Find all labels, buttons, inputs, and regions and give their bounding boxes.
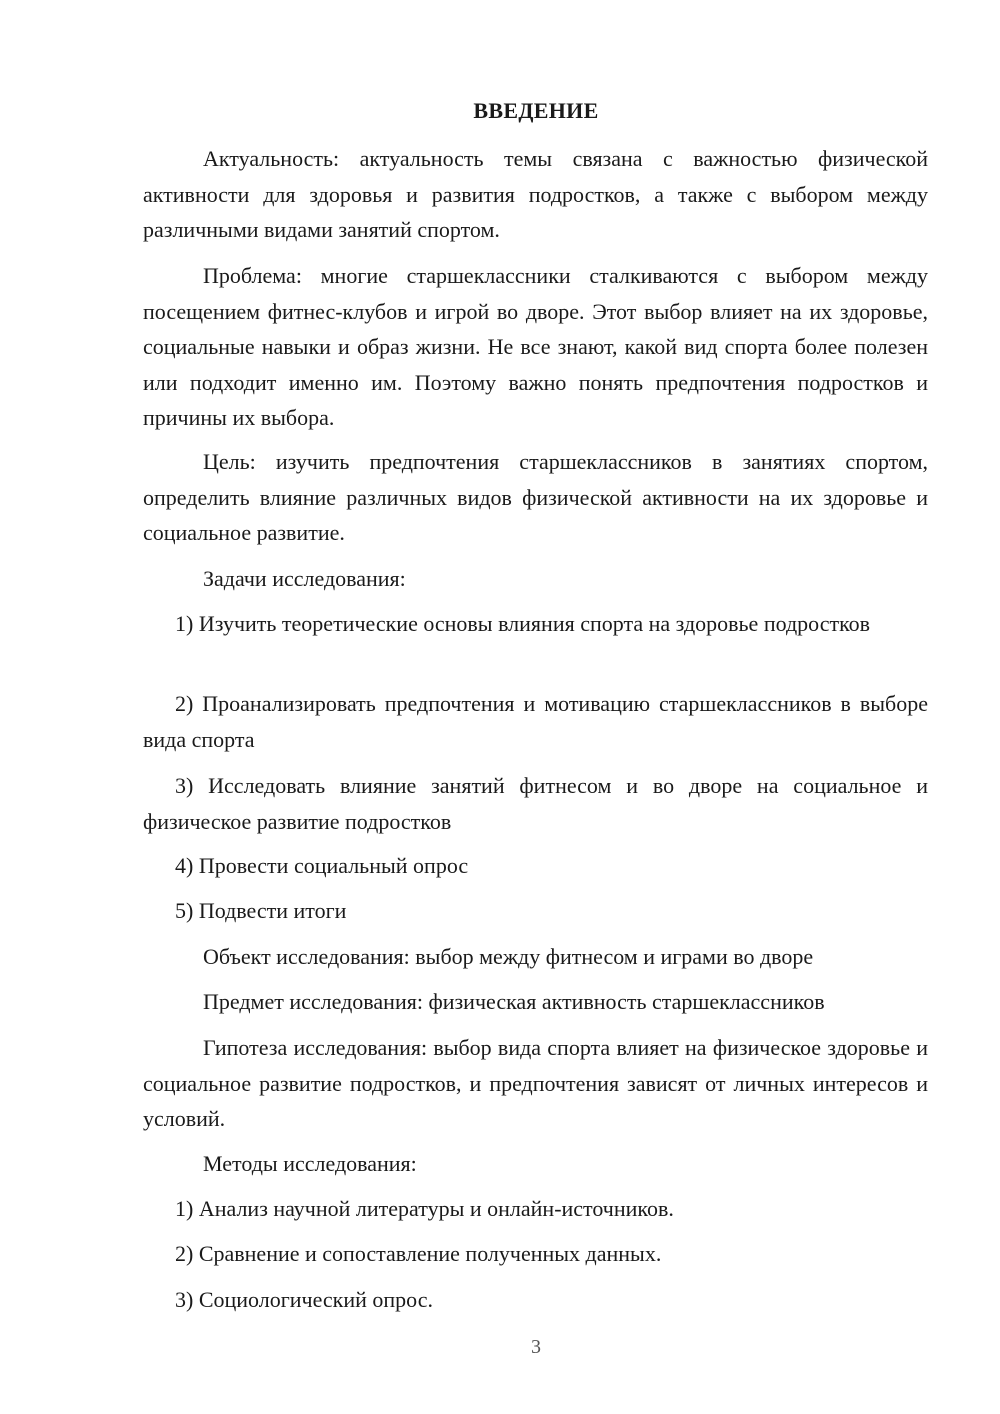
list-item-method-1: 1) Анализ научной литературы и онлайн-источников.	[175, 1196, 674, 1221]
list-item-task-4: 4) Провести социальный опрос	[175, 853, 469, 878]
paragraph-hypothesis: Гипотеза исследования: выбор вида спорта влияет на физическое здоровье и социальное развитие подростков, и предпочтения зависят от личных интересов и условий.	[143, 1035, 928, 1131]
list-item-method-2: 2) Сравнение и сопоставление полученных данных.	[175, 1241, 662, 1266]
list-item-task-5: 5) Подвести итоги	[175, 898, 347, 923]
page-number: 3	[531, 1336, 541, 1358]
page-title: ВВЕДЕНИЕ	[473, 98, 599, 123]
paragraph-tasks-heading: Задачи исследования:	[203, 566, 406, 591]
list-item-task-2: 2) Проанализировать предпочтения и мотивацию старшеклассников в выборе вида спорта	[143, 691, 928, 752]
paragraph-problem: Проблема: многие старшеклассники сталкиваются с выбором между посещением фитнес-клубов и игрой во дворе. Этот выбор влияет на их здоровье, социальные навыки и образ жизни. Не все знают, какой вид спорта более полезен или подходит именно им. Поэтому важно понять предпочтения подростков и причины их выбора.	[143, 263, 928, 430]
list-item-method-3: 3) Социологический опрос.	[175, 1287, 433, 1312]
paragraph-object: Объект исследования: выбор между фитнесом и играми во дворе	[203, 944, 814, 969]
list-item-task-3: 3) Исследовать влияние занятий фитнесом и во дворе на социальное и физическое развитие подростков	[143, 773, 928, 834]
paragraph-subject: Предмет исследования: физическая активность старшеклассников	[203, 989, 825, 1014]
paragraph-goal: Цель: изучить предпочтения старшеклассников в занятиях спортом, определить влияние различных видов физической активности на их здоровье и социальное развитие.	[143, 449, 928, 545]
list-item-task-1: 1) Изучить теоретические основы влияния спорта на здоровье подростков	[175, 611, 871, 636]
paragraph-relevance: Актуальность: актуальность темы связана с важностью физической активности для здоровья и развития подростков, а также с выбором между различными видами занятий спортом.	[143, 146, 928, 242]
paragraph-methods-heading: Методы исследования:	[203, 1151, 417, 1176]
